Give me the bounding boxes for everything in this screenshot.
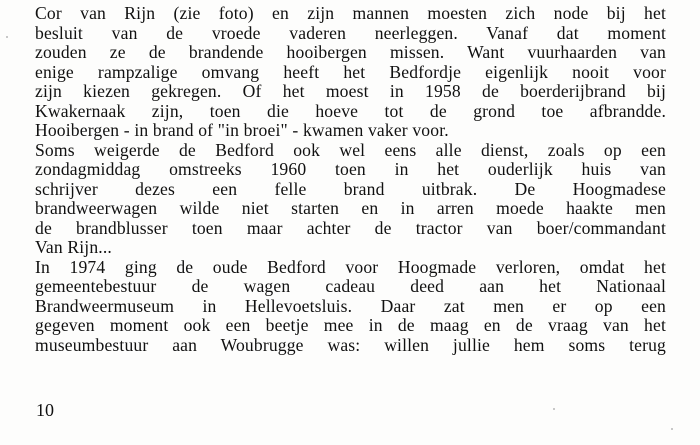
text-line: Hooibergen - in brand of "in broei" - kwamen vaker voor. <box>35 120 449 140</box>
scan-speck <box>6 36 8 38</box>
text-line: Van Rijn... <box>35 237 112 257</box>
text-line: Cor van Rijn (zie foto) en zijn mannen moesten zich node bij het <box>35 3 666 23</box>
text-line: brandweerwagen wilde niet starten en in arren moede haakte men <box>35 198 666 218</box>
text-line: Brandweermuseum in Hellevoetsluis. Daar zat men er op een <box>35 295 666 316</box>
scan-speck <box>671 428 673 430</box>
text-line: schrijver dezes een felle brand uitbrak. De Hoogmadese <box>35 178 666 199</box>
text-line: gemeentebestuur de wagen cadeau deed aan het Nationaal <box>35 276 666 296</box>
page-number: 10 <box>36 400 54 420</box>
text-line: besluit van de vroede vaderen neerleggen. Vanaf dat moment <box>35 22 666 43</box>
text-line: Kwakernaak zijn, toen die hoeve tot de grond toe afbrandde. <box>35 100 666 121</box>
text-line: zouden ze de brandende hooibergen missen. Want vuurhaarden van <box>35 42 666 62</box>
text-line: In 1974 ging de oude Bedford voor Hoogmade verloren, omdat het <box>35 256 666 277</box>
text-line: zijn kiezen gekregen. Of het moest in 1958 de boerderijbrand bij <box>35 81 666 101</box>
text-line: Soms weigerde de Bedford ook wel eens alle dienst, zoals op een <box>35 139 666 160</box>
text-line: zondagmiddag omstreeks 1960 toen in het ouderlijk huis van <box>35 159 666 179</box>
text-line: de brandblusser toen maar achter de tractor van boer/commandant <box>35 217 666 238</box>
text-line: museumbestuur aan Woubrugge was: willen jullie hem soms terug <box>35 334 666 355</box>
scan-speck <box>553 408 555 410</box>
text-line: enige rampzalige omvang heeft het Bedfordje eigenlijk nooit voor <box>35 61 666 82</box>
text-line: gegeven moment ook een beetje mee in de maag en de vraag van het <box>35 315 666 335</box>
body-text <box>35 4 666 355</box>
